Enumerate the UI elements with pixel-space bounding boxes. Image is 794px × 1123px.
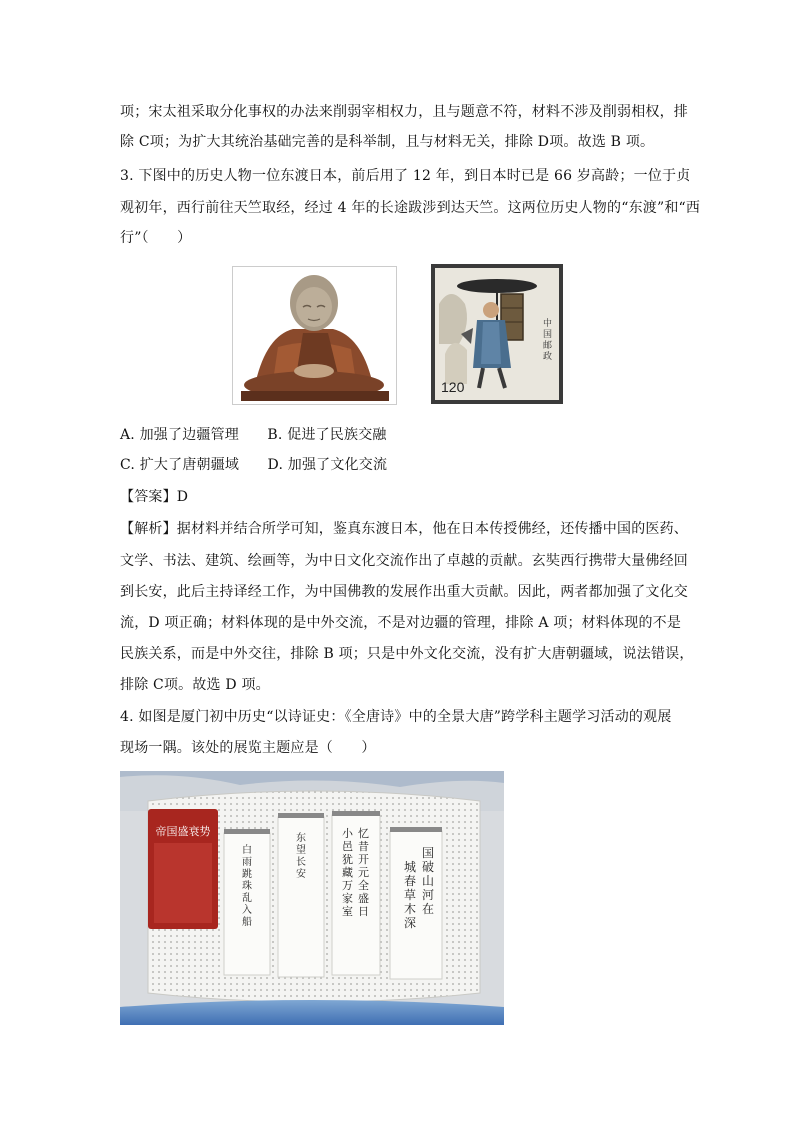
analysis-line-3: 到长安，此后主持译经工作，为中国佛教的发展作出重大贡献。因此，两者都加强了文化交 — [120, 584, 688, 600]
question-4-line-1: 4. 如图是厦门初中历史“以诗证史：《全唐诗》中的全景大唐”跨学科主题学习活动的观展 — [120, 709, 672, 725]
scroll-1-text: 白雨跳珠乱入船 — [242, 845, 252, 928]
jianzhen-statue-image — [232, 266, 397, 405]
analysis-line-1: 【解析】据材料并结合所学可知，鉴真东渡日本，他在日本传授佛经，还传播中国的医药、 — [120, 521, 688, 537]
analysis-line-5: 民族关系，而是中外交往，排除 B 项；只是中外文化交流，没有扩大唐朝疆域，说法错误， — [120, 646, 694, 662]
analysis-line-6: 排除 C项。故选 D 项。 — [120, 677, 270, 693]
question-3-line-2: 观初年，西行前往天竺取经，经过 4 年的长途跋涉到达天竺。这两位历史人物的“东渡”和“西 — [120, 200, 701, 216]
stamp-country-text — [543, 317, 552, 362]
option-line-ab: A. 加强了边疆管理 B. 促进了民族交融 — [120, 427, 387, 443]
xuanzang-stamp-image — [431, 264, 563, 404]
scroll-2-text: 东望长安 — [296, 833, 306, 880]
text-line-1: 项；宋太祖采取分化事权的办法来削弱宰相权力，且与题意不符，材料不涉及削弱相权，排 — [120, 104, 688, 120]
question-3-line-3: 行”（ ） — [120, 230, 192, 246]
scroll-4-text-col1: 国破山河在 — [422, 846, 435, 916]
exhibition-photo — [120, 771, 504, 1025]
scroll-3-text-col2: 小邑犹藏万家室 — [342, 827, 353, 918]
option-line-cd: C. 扩大了唐朝疆域 D. 加强了文化交流 — [120, 457, 388, 473]
scroll-4-text-col2: 城春草木深 — [404, 860, 417, 930]
analysis-line-4: 流，D 项正确；材料体现的是中外交流，不是对边疆的管理，排除 A 项；材料体现的不是 — [120, 615, 682, 631]
exhibit-banner-title: 帝国盛衰势 — [155, 825, 211, 838]
scroll-3-text-col1: 忆昔开元全盛日 — [358, 827, 369, 918]
analysis-line-2: 文学、书法、建筑、绘画等，为中日文化交流作出了卓越的贡献。玄奘西行携带大量佛经回 — [120, 553, 688, 569]
stamp-value: 120 — [441, 379, 465, 395]
answer-label: 【答案】D — [120, 489, 189, 505]
question-4-line-2: 现场一隅。该处的展览主题应是（ ） — [120, 740, 376, 756]
question-3-line-1: 3. 下图中的历史人物一位东渡日本，前后用了 12 年，到日本时已是 66 岁高龄；一位于贞 — [120, 168, 691, 184]
text-line-2: 除 C项；为扩大其统治基础完善的是科举制，且与材料无关，排除 D项。故选 B 项。 — [120, 134, 655, 150]
stamp-country-text: 中国邮政 — [543, 319, 553, 362]
